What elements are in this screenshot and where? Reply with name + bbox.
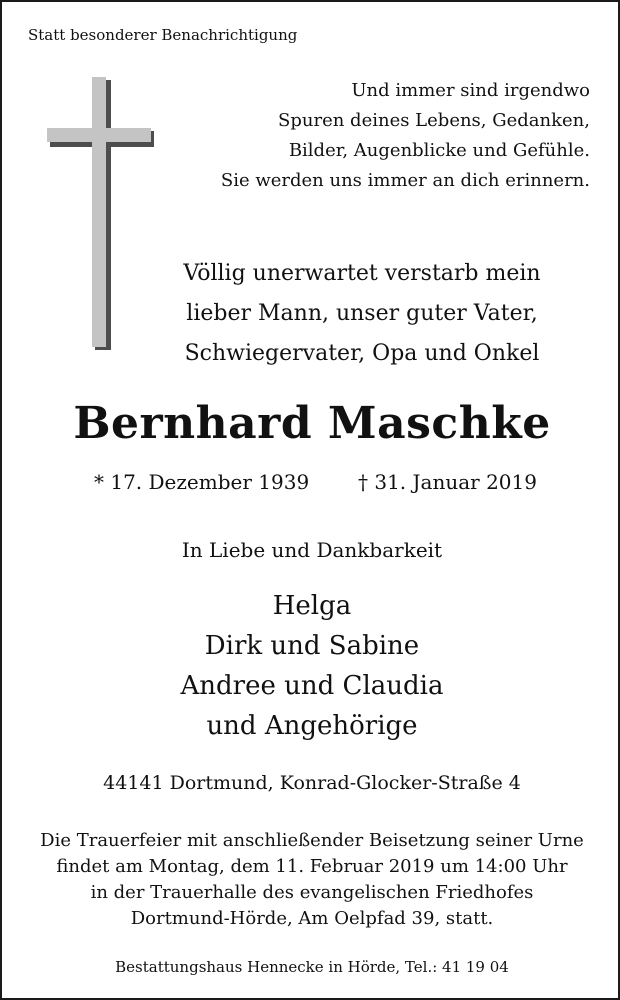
family-member: und Angehörige (206, 711, 418, 741)
family-address: 44141 Dortmund, Konrad-Glocker-Straße 4 (103, 772, 521, 794)
death-date: † 31. Januar 2019 (358, 470, 537, 494)
poem-line: Spuren deines Lebens, Gedanken, (278, 110, 590, 131)
family-list (2, 586, 620, 746)
family-member: Helga (272, 591, 352, 621)
poem-line: Sie werden uns immer an dich erinnern. (220, 170, 590, 191)
intro-line: lieber Mann, unser guter Vater, (186, 301, 538, 326)
ceremony-line: Dortmund-Hörde, Am Oelpfad 39, statt. (130, 908, 494, 929)
poem (221, 76, 590, 196)
notice-heading: Statt besonderer Benachrichtigung (28, 26, 298, 44)
family-member: Andree und Claudia (180, 671, 444, 701)
poem-line: Und immer sind irgendwo (351, 80, 590, 101)
poem-line: Bilder, Augenblicke und Gefühle. (288, 140, 590, 161)
birth-date: * 17. Dezember 1939 (94, 470, 310, 494)
ceremony-info (2, 828, 620, 932)
funeral-home-contact: Bestattungshaus Hennecke in Hörde, Tel.: 41 19 04 (115, 958, 509, 976)
cross-icon (46, 74, 154, 354)
ceremony-line: in der Trauerhalle des evangelischen Friedhofes (90, 882, 534, 903)
intro-line: Schwiegervater, Opa und Onkel (184, 341, 540, 366)
deceased-name: Bernhard Maschke (73, 398, 551, 449)
family-member: Dirk und Sabine (204, 631, 420, 661)
intro-text (142, 254, 582, 374)
ceremony-line: findet am Montag, dem 11. Februar 2019 um 14:00 Uhr (56, 856, 568, 877)
ceremony-line: Die Trauerfeier mit anschließender Beisetzung seiner Urne (40, 830, 584, 851)
intro-line: Völlig unerwartet verstarb mein (183, 261, 541, 286)
gratitude-line: In Liebe und Dankbarkeit (181, 538, 443, 562)
